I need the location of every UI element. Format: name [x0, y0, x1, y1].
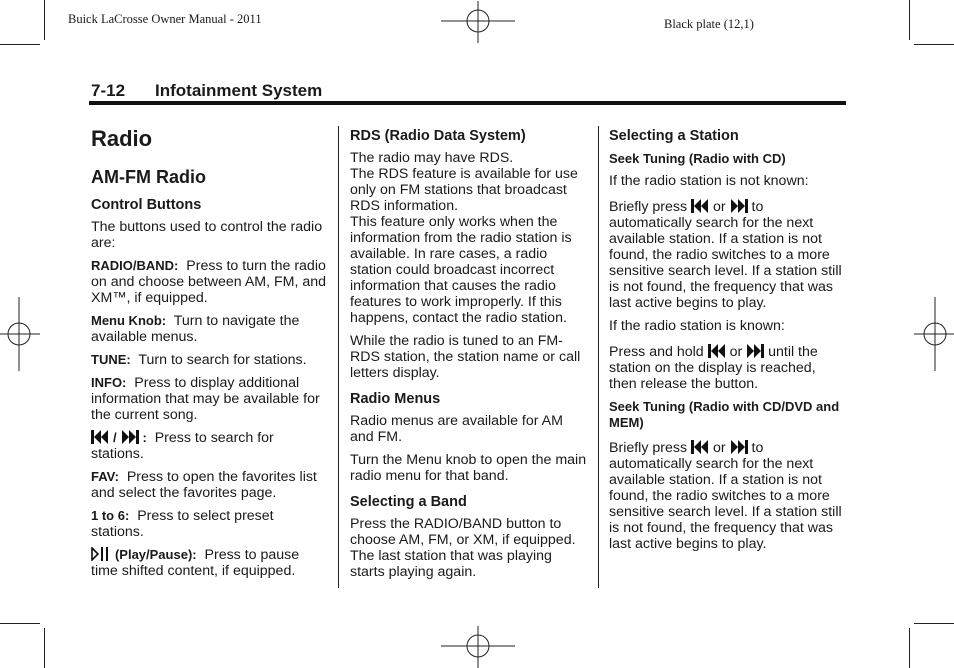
- item-label: INFO:: [91, 375, 127, 390]
- text-run: station on the display is reached, then release the button.: [609, 360, 816, 392]
- item-text: Press to display additional information that may be available for the current song.: [91, 375, 320, 423]
- plate-label: Black plate (12,1): [664, 17, 754, 31]
- seek-back-icon: [91, 430, 109, 444]
- heading-selecting-station: Selecting a Station: [609, 128, 739, 144]
- paragraph: While the radio is tuned to an FM-RDS station, the station name or call letters display.: [350, 333, 581, 381]
- registration-mark-top: [441, 1, 515, 43]
- registration-mark-right: [914, 297, 954, 371]
- seek-back-icon: [691, 199, 709, 213]
- heading-selecting-band: Selecting a Band: [350, 494, 467, 510]
- item-text: Press to open the favorites list and select the favorites page.: [91, 469, 317, 501]
- heading-rds: RDS (Radio Data System): [350, 128, 526, 144]
- seek-forward-icon: [730, 440, 748, 454]
- text-run: to: [751, 440, 764, 456]
- item-text: Press to search for stations.: [91, 430, 274, 462]
- item-info: [91, 375, 327, 423]
- paragraph: Radio menus are available for AM and FM.: [350, 413, 563, 445]
- text-run: automatically search for the next available station. If a station is not found, the radio switches to a more sensitive search level. If a station still is not found, the frequency that was last active begins to play.: [609, 456, 842, 552]
- text-run: or: [729, 344, 743, 360]
- item-text: Turn to search for stations.: [138, 352, 307, 368]
- registration-mark-bottom: [441, 626, 515, 668]
- section-title: Infotainment System: [155, 81, 323, 100]
- item-seek: [91, 430, 327, 462]
- item-colon: :: [142, 430, 147, 445]
- seek-forward-icon: [730, 199, 748, 213]
- column-3: [609, 127, 845, 559]
- crop-mark: [909, 628, 910, 668]
- item-label: (Play/Pause):: [114, 547, 197, 562]
- paragraph-brief-press: [609, 199, 845, 311]
- paragraph: Turn the Menu knob to open the main radio menu for that band.: [350, 452, 587, 484]
- paragraph: If the radio station is not known:: [609, 173, 809, 189]
- item-text: Press to select preset stations.: [91, 508, 274, 540]
- seek-back-icon: [691, 440, 709, 454]
- section-heading: [91, 81, 322, 101]
- seek-forward-icon: [746, 344, 764, 358]
- item-label: TUNE:: [91, 352, 131, 367]
- crop-mark: [914, 623, 954, 624]
- text-run: to: [751, 199, 764, 215]
- item-text: Press to turn the radio on and choose between AM, FM, and XM™, if equipped.: [91, 258, 327, 306]
- subheading-am-fm: AM-FM Radio: [91, 167, 206, 187]
- subheading-seek-cd-dvd: Seek Tuning (Radio with CD/DVD and MEM): [609, 399, 840, 430]
- column-2: [350, 127, 588, 587]
- seek-forward-icon: [121, 430, 139, 444]
- item-fav: [91, 469, 327, 501]
- text-run: Press and hold: [609, 344, 704, 360]
- heading-control-buttons: Control Buttons: [91, 197, 202, 213]
- item-text: Press to pause time shifted content, if equipped.: [91, 547, 300, 579]
- heading-radio-menus: Radio Menus: [350, 391, 441, 407]
- item-tune: [91, 352, 327, 368]
- item-label: 1 to 6:: [91, 508, 130, 523]
- item-radio-band: [91, 258, 327, 306]
- section-rule: [89, 101, 846, 105]
- paragraph: If the radio station is known:: [609, 318, 785, 334]
- column-divider: [598, 126, 599, 588]
- paragraph: This feature only works when the information from the radio station is available. In rare cases, a radio station could broadcast incorrect information that causes the radio features to work improperly. If this happens, contact the radio station.: [350, 214, 572, 326]
- crop-mark: [909, 0, 910, 40]
- page-number: 7-12: [91, 81, 126, 100]
- item-label: Menu Knob:: [91, 313, 167, 328]
- paragraph: The radio may have RDS.: [350, 150, 514, 166]
- item-presets: [91, 508, 327, 540]
- crop-mark: [44, 628, 45, 668]
- seek-back-icon: [708, 344, 726, 358]
- item-separator: /: [112, 430, 117, 445]
- page-heading: Radio: [91, 126, 153, 151]
- paragraph-brief-press-2: [609, 440, 845, 552]
- item-label: FAV:: [91, 469, 119, 484]
- text-run: Briefly press: [609, 440, 688, 456]
- text-run: or: [712, 199, 726, 215]
- column-divider: [338, 126, 339, 588]
- item-menu-knob: [91, 313, 327, 345]
- crop-mark: [0, 623, 40, 624]
- crop-mark: [0, 44, 40, 45]
- manual-title: Buick LaCrosse Owner Manual - 2011: [68, 12, 262, 26]
- paragraph: Press the RADIO/BAND button to choose AM, FM, or XM, if equipped. The last station that was playing starts playing again.: [350, 516, 576, 580]
- text-run: automatically search for the next available station. If a station is not found, the radio switches to a more sensitive search level. If a station still is not found, the frequency that was last active begins to play.: [609, 215, 842, 311]
- crop-mark: [914, 44, 954, 45]
- crop-mark: [44, 0, 45, 40]
- text-run: Briefly press: [609, 199, 688, 215]
- text-run: until the: [768, 344, 818, 360]
- item-label: RADIO/BAND:: [91, 258, 179, 273]
- paragraph: The RDS feature is available for use only on FM stations that broadcast RDS information.: [350, 166, 578, 214]
- paragraph: The buttons used to control the radio are:: [91, 219, 323, 251]
- subheading-seek-cd: Seek Tuning (Radio with CD): [609, 151, 786, 166]
- registration-mark-left: [0, 297, 40, 371]
- column-1: [91, 126, 327, 586]
- play-pause-icon: [91, 547, 111, 561]
- paragraph-press-hold: [609, 344, 845, 392]
- text-run: or: [712, 440, 726, 456]
- item-text: Turn to navigate the available menus.: [91, 313, 300, 345]
- item-play-pause: [91, 547, 327, 579]
